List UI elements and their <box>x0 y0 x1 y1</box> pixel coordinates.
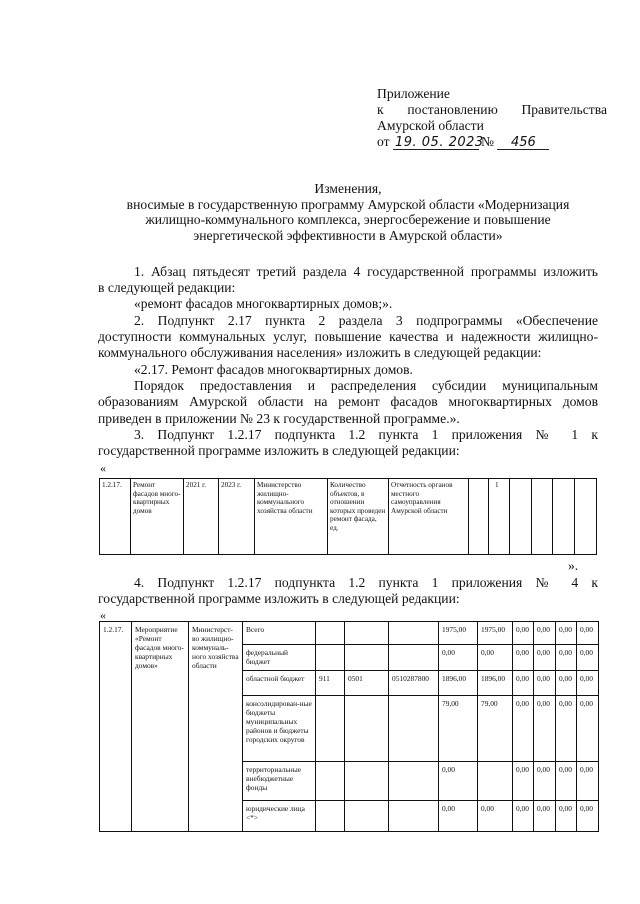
cell-2022: 0,00 <box>513 801 534 832</box>
cell-2022: 0,00 <box>513 645 534 671</box>
approval-block <box>377 86 617 150</box>
cell-grbs <box>316 801 345 832</box>
cell-2024: 0,00 <box>556 801 577 832</box>
item2-para-line3: приведен в приложении № 23 к государственной программе.». <box>98 411 460 426</box>
approval-line-2-resolution: постановлению <box>407 102 498 117</box>
cell-2023: 0,00 <box>534 762 556 801</box>
cell-2024: 0,00 <box>556 645 577 671</box>
cell-2025: 0,00 <box>577 645 599 671</box>
cell-value-6 <box>575 479 597 555</box>
item2-line1: 2. Подпункт 2.17 пункта 2 раздела 3 подпрограммы «Обеспечение <box>134 313 598 328</box>
cell-source: федеральный бюджет <box>243 645 316 671</box>
approval-line-2-government: Правительства <box>521 102 607 117</box>
cell-total: 1975,00 <box>439 622 478 645</box>
cell-source: Отчетность органов местного самоуправления Амурской области <box>389 479 469 555</box>
cell-name: Ремонт фасадов много-квартирных домов <box>131 479 184 555</box>
cell-grbs <box>316 696 345 762</box>
cell-value-2: 1 <box>489 479 510 555</box>
cell-2023: 0,00 <box>534 645 556 671</box>
cell-total: 0,00 <box>439 762 478 801</box>
cell-total: 0,00 <box>439 645 478 671</box>
cell-2025: 0,00 <box>577 622 599 645</box>
cell-csr <box>389 762 439 801</box>
cell-value-3 <box>510 479 532 555</box>
item3-line2: государственной программе изложить в следующей редакции: <box>98 443 460 458</box>
item3-line1: 3. Подпункт 1.2.17 подпункта 1.2 пункта 1 приложения № 1 к <box>134 427 598 442</box>
item1-line1: 1. Абзац пятьдесят третий раздела 4 государственной программы изложить <box>134 264 598 279</box>
cell-2025: 0,00 <box>577 801 599 832</box>
approval-line-2 <box>377 102 607 118</box>
item2-line2: доступности коммунальных услуг, повышение качества и надежности жилищно- <box>98 329 598 344</box>
number-value: 456 <box>497 136 549 150</box>
open-quote-2: « <box>100 608 106 622</box>
cell-2023: 0,00 <box>534 801 556 832</box>
cell-grbs <box>316 622 345 645</box>
item2-line3: коммунального обслуживания населения» изложить в следующей редакции: <box>98 345 542 360</box>
cell-rzpr <box>345 696 389 762</box>
item2-quote: «2.17. Ремонт фасадов многоквартирных домов. <box>134 362 413 377</box>
cell-2021: 79,00 <box>478 696 513 762</box>
cell-csr <box>389 696 439 762</box>
cell-2021: 1975,00 <box>478 622 513 645</box>
cell-2022: 0,00 <box>513 671 534 696</box>
approval-line-3: Амурской области <box>377 118 484 133</box>
cell-source: юридические лица <*> <box>243 801 316 832</box>
date-value: 19. 05. 2023 <box>394 135 484 150</box>
cell-rzpr <box>345 801 389 832</box>
item2-para-line2: образованиям Амурской области на ремонт фасадов многоквартирных домов <box>98 394 598 409</box>
cell-2025: 0,00 <box>577 762 599 801</box>
table-row <box>100 622 599 645</box>
cell-rzpr <box>345 645 389 671</box>
cell-2025: 0,00 <box>577 671 599 696</box>
number-prefix: № <box>480 134 494 149</box>
cell-2024: 0,00 <box>556 696 577 762</box>
document-title <box>98 181 598 243</box>
funding-table <box>99 621 599 832</box>
date-prefix: от <box>377 134 390 149</box>
cell-value-1 <box>469 479 489 555</box>
title-line-2: жилищно-коммунального комплекса, энергосбережение и повышение <box>145 212 551 227</box>
cell-end-year: 2023 г. <box>219 479 255 555</box>
cell-csr <box>389 645 439 671</box>
item4-line2: государственной программе изложить в следующей редакции: <box>98 591 460 606</box>
title-line-3: энергетической эффективности в Амурской области» <box>193 227 503 243</box>
cell-2021: 0,00 <box>478 645 513 671</box>
cell-2021: 0,00 <box>478 801 513 832</box>
cell-value-5 <box>553 479 575 555</box>
cell-csr <box>389 622 439 645</box>
cell-2023: 0,00 <box>534 671 556 696</box>
table-row <box>100 479 597 555</box>
approval-line-1: Приложение <box>377 86 450 101</box>
cell-num: 1.2.17. <box>100 479 131 555</box>
item2-para-line1: Порядок предоставления и распределения субсидии муниципальным <box>134 378 598 393</box>
indicator-table <box>99 478 597 555</box>
cell-2025: 0,00 <box>577 696 599 762</box>
title-heading: Изменения, <box>314 181 382 196</box>
cell-csr <box>389 801 439 832</box>
cell-name: Мероприятие «Ремонт фасадов много-квартирных домов» <box>132 622 189 832</box>
cell-rzpr <box>345 622 389 645</box>
cell-value-4 <box>532 479 553 555</box>
cell-2024: 0,00 <box>556 762 577 801</box>
item4-line1: 4. Подпункт 1.2.17 подпункта 1.2 пункта 1 приложения № 4 к <box>134 575 598 590</box>
cell-grbs <box>316 762 345 801</box>
title-line-1: вносимые в государственную программу Амурской области «Модернизация <box>126 196 570 212</box>
cell-total: 1896,00 <box>439 671 478 696</box>
open-quote-1: « <box>100 461 106 475</box>
cell-source: территориальные внебюджетные фонды <box>243 762 316 801</box>
cell-2022: 0,00 <box>513 622 534 645</box>
item1-line2: в следующей редакции: <box>98 280 236 295</box>
cell-total: 0,00 <box>439 801 478 832</box>
cell-executor: Министерст-во жилищно-коммуналь-ного хозяйства области <box>189 622 243 832</box>
cell-executor: Министерство жилищно-коммунального хозяйства области <box>255 479 328 555</box>
cell-2021 <box>478 762 513 801</box>
cell-grbs <box>316 645 345 671</box>
cell-num: 1.2.17. <box>100 622 132 832</box>
cell-2022: 0,00 <box>513 762 534 801</box>
cell-source: консолидирован-ные бюджеты муниципальных районов и бюджеты городских округов <box>243 696 316 762</box>
cell-csr: 0510287800 <box>389 671 439 696</box>
cell-2024: 0,00 <box>556 622 577 645</box>
cell-source: Всего <box>243 622 316 645</box>
cell-2024: 0,00 <box>556 671 577 696</box>
cell-2021: 1896,00 <box>478 671 513 696</box>
cell-total: 79,00 <box>439 696 478 762</box>
cell-rzpr: 0501 <box>345 671 389 696</box>
approval-line-2-k: к <box>377 102 384 117</box>
item1-quote: «ремонт фасадов многоквартирных домов;». <box>134 296 393 311</box>
cell-indicator: Количество объектов, в отношении которых проведен ремонт фасада, ед. <box>328 479 389 555</box>
cell-2023: 0,00 <box>534 696 556 762</box>
cell-2023: 0,00 <box>534 622 556 645</box>
approval-date-number <box>377 134 617 150</box>
cell-source: областной бюджет <box>243 671 316 696</box>
cell-start-year: 2021 г. <box>184 479 219 555</box>
cell-rzpr <box>345 762 389 801</box>
cell-2022: 0,00 <box>513 696 534 762</box>
cell-grbs: 911 <box>316 671 345 696</box>
close-quote-1: ». <box>568 558 579 573</box>
